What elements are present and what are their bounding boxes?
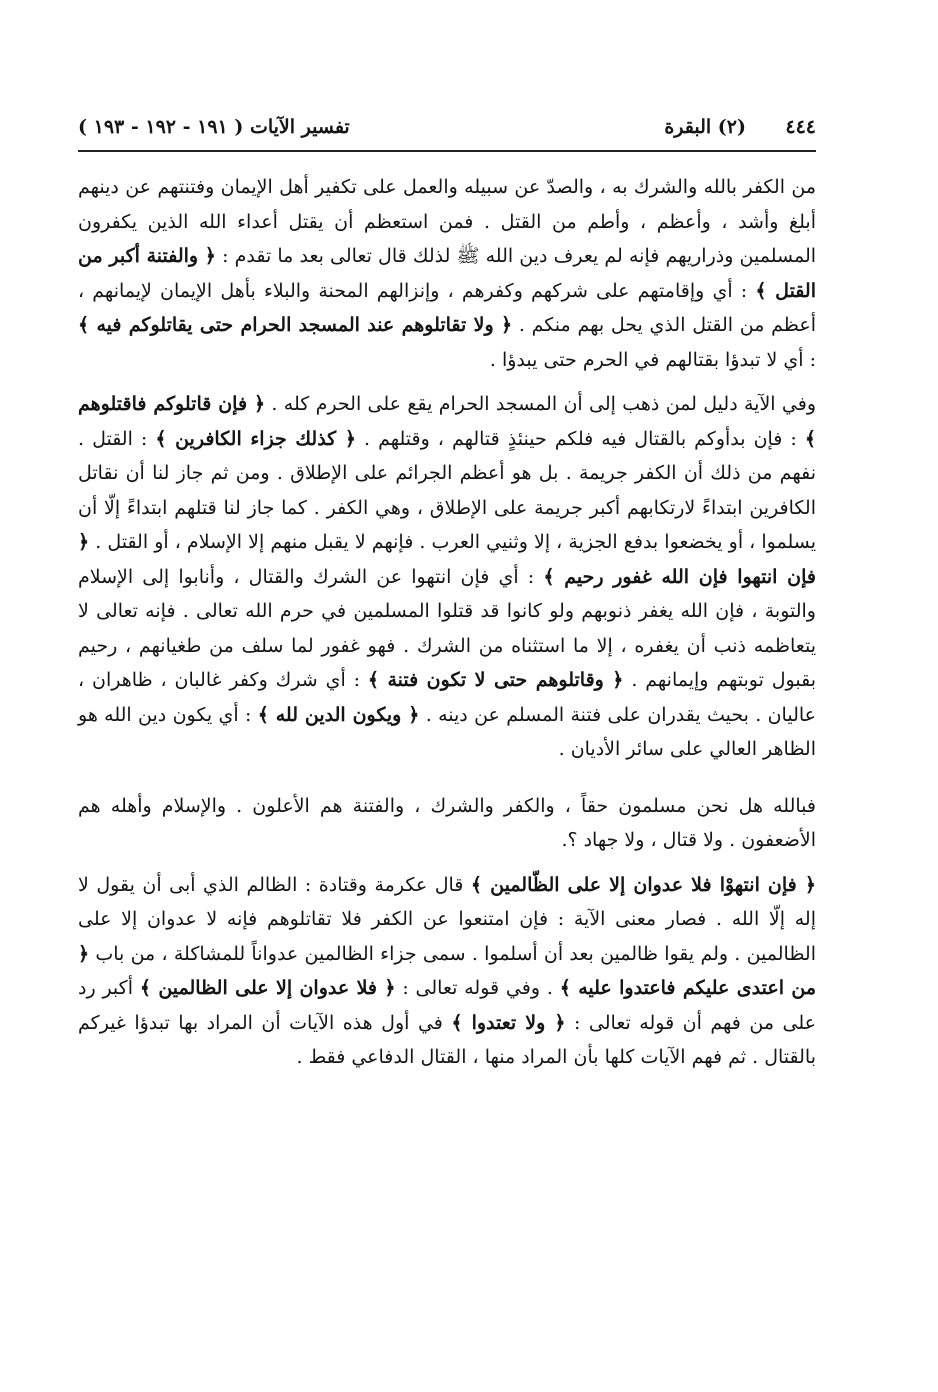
- commentary-text: : أي وإقامتهم على شركهم وكفرهم ، وإنزالهم المحنة والبلاء بأهل الإيمان لإيمانهم ، أعظم من القتل الذي يحل بهم منكم .: [78, 279, 816, 336]
- quran-quote: ﴿ فإن انتهوا فإن الله غفور رحيم ﴾: [78, 531, 816, 588]
- body-text: [78, 170, 816, 1085]
- quran-quote: ﴿ ولا تعتدوا ﴾: [451, 1011, 566, 1034]
- header-rule: [78, 150, 816, 152]
- commentary-text: : أي شرك وكفر غالبان ، ظاهران ، عاليان . بحيث يقدران على فتنة المسلم عن دينه .: [78, 669, 816, 726]
- quran-quote: ﴿ كذلك جزاء الكافرين ﴾: [155, 427, 356, 450]
- commentary-text: : القتل . نفهم من ذلك أن الكفر جريمة . بل هو أعظم الجرائم على الإطلاق . ومن ثم جاز لنا أن نقاتل الكافرين ابتداءً لارتكابهم أكبر جريمة على الإطلاق ، وهي الكفر . كما جاز لنا قتلهم ابتداءً إلّا أن يسلموا ، أو يخضعوا بدفع الجزية ، إلا وثنيي العرب . فإنهم لا يقبل منهم إلا الإسلام ، أو القتل .: [78, 427, 816, 553]
- section-title: تفسير الآيات ( ١٩١ - ١٩٢ - ١٩٣ ): [78, 116, 350, 138]
- quran-quote: ﴿ ولا تقاتلوهم عند المسجد الحرام حتى يقاتلوكم فيه ﴾: [78, 314, 513, 336]
- commentary-text: من الكفر بالله والشرك به ، والصدّ عن سبيله والعمل على تكفير أهل الإيمان وفتنتهم عن دينهم أبلغ وأشد ، وأعظم ، وأطم من القتل . فمن استعظم أن يقتل أعداء الله الذين يكفرون المسلمين وذراريهم فإنه لم يعرف دين الله ﷺ لذلك قال تعالى بعد ما تقدم :: [78, 176, 817, 267]
- commentary-text: : أي يكون دين الله هو الظاهر العالي على سائر الأديان .: [78, 703, 816, 760]
- running-header: [78, 116, 816, 146]
- paragraph: [78, 868, 816, 1075]
- quran-quote: ﴿ من اعتدى عليكم فاعتدوا عليه ﴾: [78, 942, 816, 999]
- quran-quote: ﴿ فلا عدوان إلا على الظالمين ﴾: [139, 977, 396, 999]
- commentary-text: في أول هذه الآيات أن المراد بها تبدؤا غيركم بالقتال . ثم فهم الآيات كلها بأن المراد منها ، القتال الدفاعي فقط .: [78, 1011, 816, 1068]
- quran-quote: ﴿ فإن انتهوْا فلا عدوان إلا على الظّالمين ﴾: [470, 873, 816, 896]
- surah-label: (٢) البقرة: [664, 116, 746, 138]
- commentary-text: قال عكرمة وقتادة : الظالم الذي أبى أن يقول لا إله إلّا الله . فصار معنى الآية : فإن امتنعوا عن الكفر فلا تقاتلوهم فإنه لا عدوان إلا على الظالمين . ولم يقوا ظالمين بعد أن أسلموا . سمى جزاء الظالمين عدواناً للمشاكلة ، من باب: [78, 873, 816, 965]
- commentary-text: : أي فإن انتهوا عن الشرك والقتال ، وأنابوا إلى الإسلام والتوبة ، فإن الله يغفر ذنوبهم ولو كانوا قد قتلوا المسلمين في حرم الله تعالى . فإنه تعالى لا يتعاظمه ذنب أن يغفره ، إلا ما استثناه من الشرك . فهو غفور لما سلف من طغيانهم ، رحيم بقبول توبتهم وإيمانهم .: [78, 565, 817, 691]
- quran-quote: ﴿ وقاتلوهم حتى لا تكون فتنة ﴾: [367, 669, 624, 691]
- paragraph: [78, 170, 816, 377]
- quran-quote: ﴿ فإن قاتلوكم فاقتلوهم ﴾: [78, 393, 816, 450]
- quran-quote: ﴿ والفتنة أكبر من القتل ﴾: [78, 245, 816, 302]
- paragraph: [78, 387, 816, 767]
- page-number: ٤٤٤: [785, 116, 816, 138]
- paragraph: [78, 789, 816, 858]
- commentary-text: . وفي قوله تعالى :: [395, 977, 560, 999]
- commentary-text: : فإن بدأوكم بالقتال فيه فلكم حينئذٍ قتالهم ، وقتلهم .: [355, 427, 805, 450]
- commentary-text: وفي الآية دليل لمن ذهب إلى أن المسجد الحرام يقع على الحرم كله .: [265, 393, 816, 415]
- commentary-text: أكبر رد على من فهم أن قوله تعالى :: [78, 977, 816, 1034]
- commentary-text: فبالله هل نحن مسلمون حقاً ، والكفر والشرك ، والفتنة هم الأعلون . والإسلام وأهله هم الأضعفون . ولا قتال ، ولا جهاد ؟.: [78, 794, 816, 851]
- quran-quote: ﴿ ويكون الدين لله ﴾: [257, 703, 420, 726]
- commentary-text: : أي لا تبدؤا بقتالهم في الحرم حتى يبدؤا .: [489, 348, 816, 371]
